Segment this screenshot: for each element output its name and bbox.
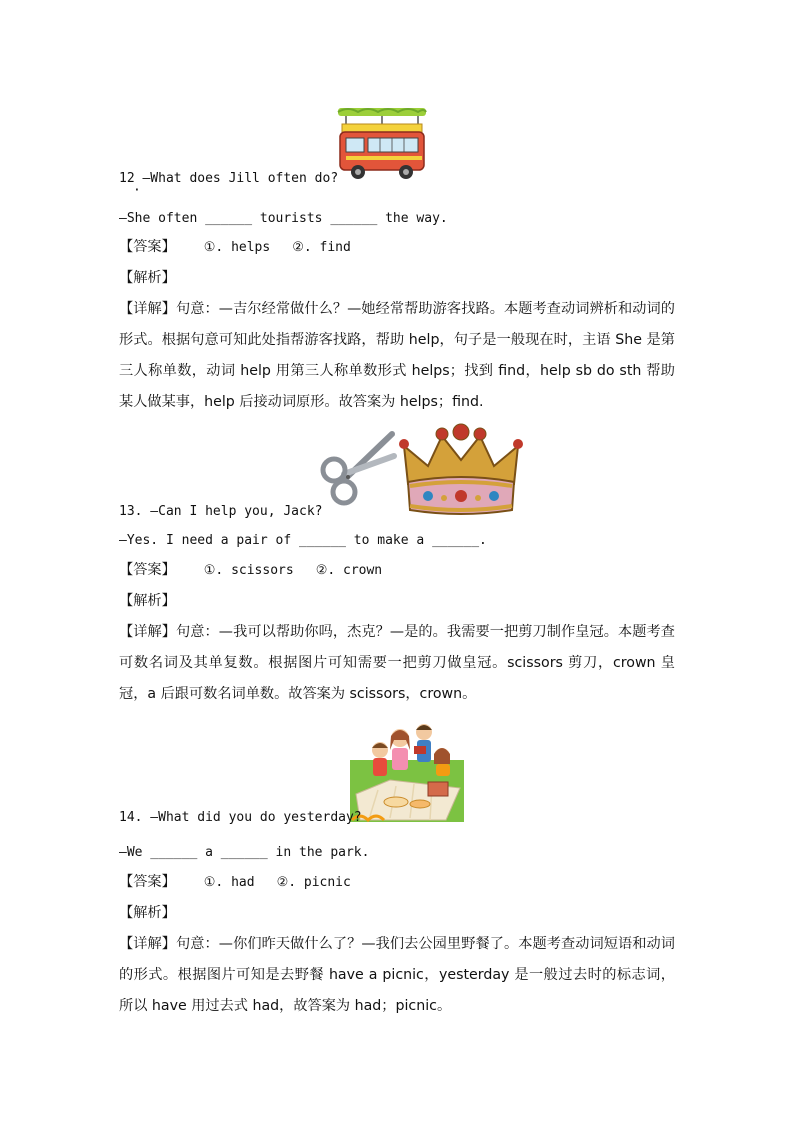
q14-prompt: —We ______ a ______ in the park.	[119, 845, 370, 860]
tour-bus-image	[334, 104, 430, 186]
q14-detail: 【详解】句意：—你们昨天做什么了？—我们去公园里野餐了。本题考查动词短语和动词的形式。根据图片可知是去野餐 have a picnic，yesterday 是一般过去时的标志词，所以 have 用过去式 had，故答案为 had；picnic。	[119, 936, 675, 1014]
q12-answer-2: ②. find	[292, 240, 351, 255]
q12-question: 12 —What does Jill often do?	[119, 171, 339, 186]
q12-dot: ·	[133, 183, 141, 198]
q14-answer-2: ②. picnic	[276, 875, 351, 890]
q13-answer	[119, 561, 382, 580]
q14-question: 14. —What did you do yesterday?	[119, 810, 362, 825]
scissors-image	[314, 430, 398, 508]
q14-answer-label: 【答案】	[119, 874, 176, 890]
q13-prompt: —Yes. I need a pair of ______ to make a ______.	[119, 533, 487, 548]
q12-answer-label: 【答案】	[119, 239, 176, 255]
q13-answer-1: ①. scissors	[203, 563, 294, 578]
q12-prompt: —She often ______ tourists ______ the way.	[119, 211, 448, 226]
q14-analysis-label: 【解析】	[119, 905, 176, 921]
picnic-image	[350, 720, 464, 824]
q12-answer-1: ①. helps	[203, 240, 271, 255]
q13-analysis-label: 【解析】	[119, 593, 176, 609]
q12-answer	[119, 238, 351, 257]
q13-detail: 【详解】句意：—我可以帮助你吗，杰克？—是的。我需要一把剪刀制作皇冠。本题考查可数名词及其单复数。根据图片可知需要一把剪刀做皇冠。scissors 剪刀，crown 皇冠，a 后跟可数名词单数。故答案为 scissors，crown。	[119, 624, 675, 702]
q12-analysis-label: 【解析】	[119, 270, 176, 286]
q12-detail: 【详解】句意：—吉尔经常做什么？—她经常帮助游客找路。本题考查动词辨析和动词的形式。根据句意可知此处指帮游客找路，帮助 help，句子是一般现在时，主语 She 是第三人称单数，动词 help 用第三人称单数形式 helps；找到 find，help sb do sth 帮助某人做某事，help 后接动词原形。故答案为 helps；find.	[119, 301, 675, 410]
q13-question: 13. —Can I help you, Jack?	[119, 504, 323, 519]
q14-answer-1: ①. had	[203, 875, 255, 890]
q14-answer	[119, 873, 351, 892]
q13-answer-2: ②. crown	[315, 563, 383, 578]
crown-image	[398, 420, 524, 520]
q13-answer-label: 【答案】	[119, 562, 176, 578]
